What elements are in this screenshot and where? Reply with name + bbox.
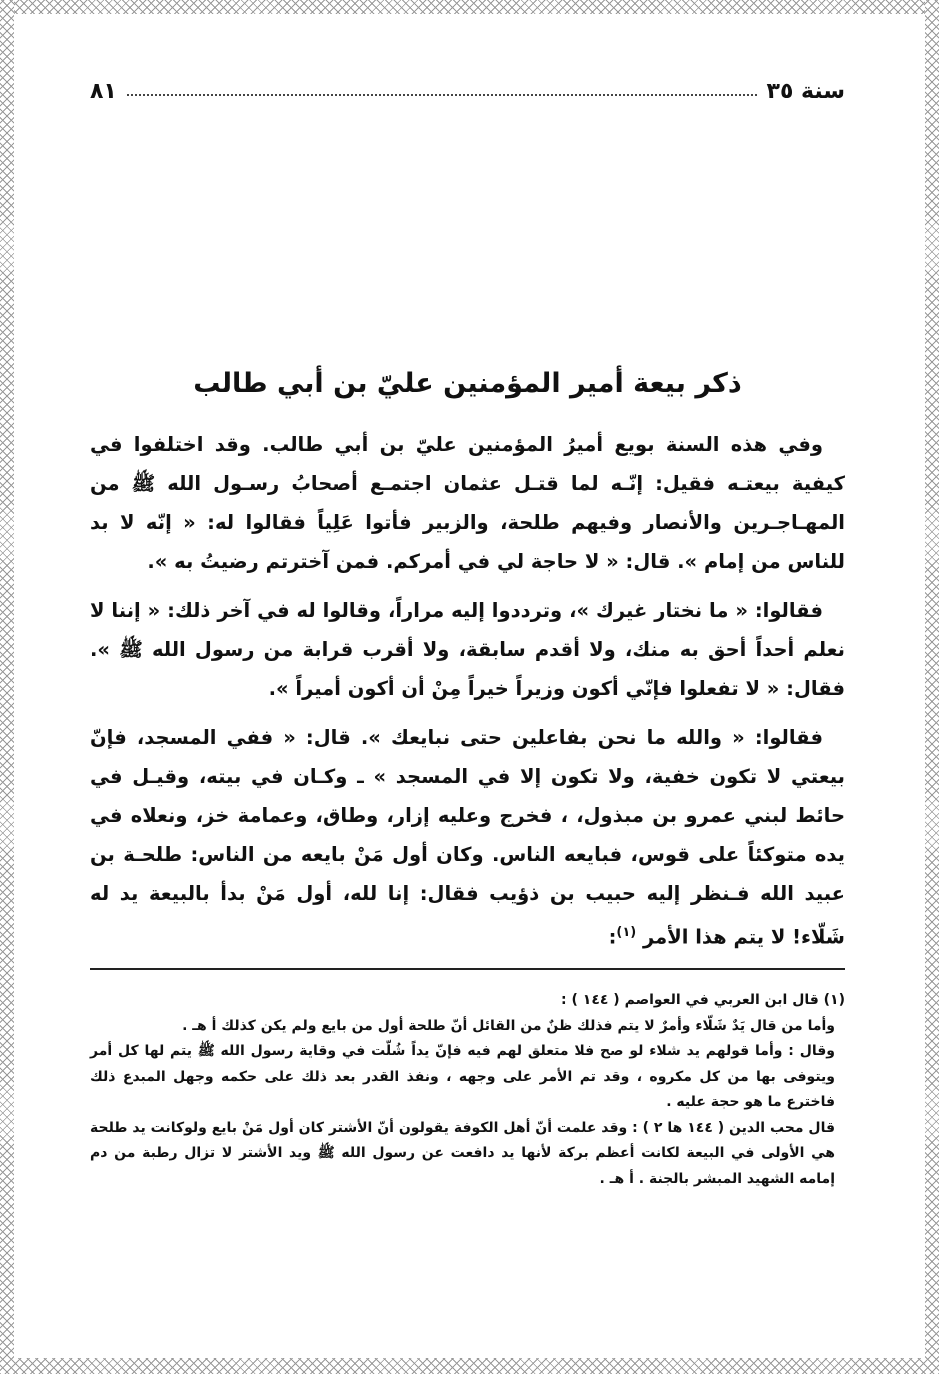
footnotes — [90, 988, 845, 1192]
leader-dots — [127, 94, 757, 96]
footnote-reference: (١) — [616, 925, 637, 940]
footnote-line: (١) قال ابن العربي في العواصم ( ١٤٤ ) : — [561, 992, 845, 1008]
paragraph: فقالوا: « ما نختار غيرك »، وترددوا إليه مراراً، وقالوا له في آخر ذلك: « إننا لا نعلم أحداً أحق به منك، ولا أقدم سابقة، ولا أقرب قرابة من رسول الله ﷺ ». فقال: « لا تفعلوا فإنّي أكون وزيراً خيراً مِنْ أن أكون أميراً ». — [90, 599, 845, 700]
ornamental-border-right — [925, 0, 939, 1374]
footnote-divider — [90, 968, 845, 970]
footnote-line: وقال : وأما قولهم يد شلاء لو صح فلا متعلق لهم فيه فإنّ يداً شُلّت في وقاية رسول الله ﷺ يتم لها كل أمر ويتوفى بها من كل مكروه ، وقد تم الأمر على وجهه ، ونفذ القدر بعد ذلك على حكمه وجهل المبدع ذلك فاخترع ما هو حجة عليه . — [90, 1043, 835, 1110]
ornamental-border-top — [0, 0, 939, 14]
page-number: ٨١ — [90, 78, 117, 104]
running-header — [90, 76, 845, 106]
paragraph-with-footnote — [90, 718, 845, 957]
running-title: سنة ٣٥ — [766, 78, 845, 104]
footnote-line: قال محب الدين ( ١٤٤ ها ٢ ) : وقد علمت أنّ أهل الكوفة يقولون أنّ الأشتر كان أول مَنْ بايع ولوكانت يد طلحة هي الأولى في البيعة لكانت أعظم بركة لأنها يد دافعت عن رسول الله ﷺ ويد الأشتر لا تزال رطبة من دم إمامه الشهيد المبشر بالجنة . أ هـ . — [90, 1119, 835, 1187]
paragraph-text: فقالوا: « والله ما نحن بفاعلين حتى نبايعك ». قال: « ففي المسجد، فإنّ بيعتي لا تكون خفية، ولا تكون إلا في المسجد » ـ وكـان في بيته، وقيـل في حائط لبني عمرو بن مبذول، ، فخرج وعليه إزار، وطاق، وعمامة خز، ونعلاه في يده متوكئاً على قوس، فبايعه الناس. وكان أول مَنْ بايعه من الناس: طلحـة بن عبيد الله فـنظر إليه حبيب بن ذؤيب فقال: إنا لله، أول مَنْ بدأ بالبيعة يد له شَلّاء! لا يتم هذا الأمر — [90, 726, 845, 949]
ornamental-border-left — [0, 0, 14, 1374]
ornamental-border-bottom — [0, 1358, 939, 1374]
footnote-line: وأما من قال يَدٌ شَلّاء وأمرٌ لا يتم فذلك ظنٌ من القائل أنّ طلحة أول من بايع ولم يكن كذلك أ هـ . — [182, 1017, 835, 1034]
main-text — [90, 425, 845, 967]
book-page — [90, 70, 845, 1330]
chapter-title: ذكر بيعة أمير المؤمنين عليّ بن أبي طالب — [193, 368, 742, 399]
paragraph: وفي هذه السنة بويع أميرُ المؤمنين عليّ بن أبي طالب. وقد اختلفوا في كيفية بيعتـه فقيل: إنّـه لما قتـل عثمان اجتمـع أصحابُ رسـول الله ﷺ من المهـاجـرين والأنصار وفيهم طلحة، والزبير فأتوا عَلِياً فقالوا له: « إنّه لا بد للناس من إمام ». قال: « لا حاجة لي في أمركم. فمن آخترتم رضيتُ به ». — [90, 433, 845, 573]
paragraph-trailing-colon: : — [608, 925, 617, 949]
